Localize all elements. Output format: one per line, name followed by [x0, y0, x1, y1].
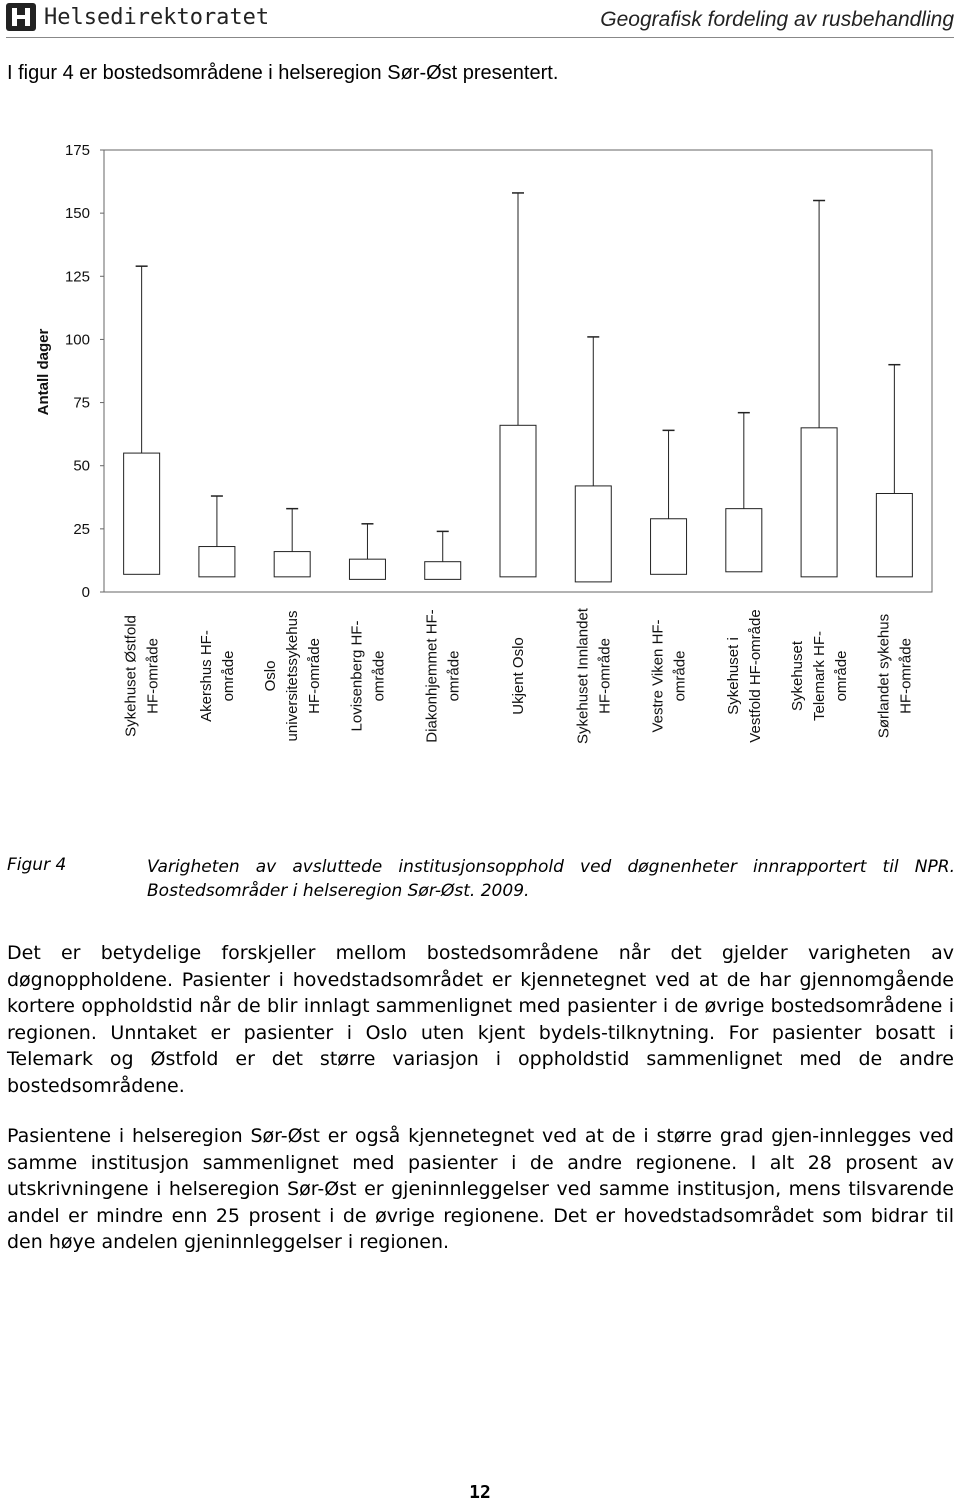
- x-category-label: Sørlandet sykehus HF-område: [875, 613, 915, 739]
- box-7: [575, 337, 611, 582]
- x-category-label: Sykehuset Innlandet HF-område: [574, 608, 614, 744]
- x-category-label: Lovisenberg HF- område: [348, 620, 388, 732]
- boxplot-chart: [0, 130, 960, 780]
- y-axis-label: Antall dager: [35, 328, 52, 416]
- body-paragraph-2: Pasientene i helseregion Sør-Øst er også kjennetegnet ved at de i større grad gjen-innlegges ved samme institusjon sammenlignet med pasienter i de andre regionene. I alt 28 prosent av utskrivningene i helseregion Sør-Øst er gjeninnleggelser ved samme institusjon, mens tilsvarende andel er mindre enn 25 prosent i de øvrige regionene. Det er hovedstadsområdet som bidrar til den høye andelen gjeninnleggelser i regionen.: [7, 1125, 954, 1253]
- y-tick-label: 75: [73, 394, 90, 412]
- y-tick-label: 50: [73, 457, 90, 475]
- logo-text: Helsedirektoratet: [44, 4, 270, 30]
- x-category-label: Sykehuset Østfold HF-område: [122, 615, 162, 737]
- intro-text: I figur 4 er bostedsområdene i helseregion Sør-Øst presentert.: [7, 62, 559, 84]
- x-category-label: Sykehuset i Vestfold HF-område: [724, 609, 764, 743]
- box-body: [575, 486, 611, 582]
- box-5: [425, 531, 461, 579]
- y-tick-label: 125: [64, 268, 90, 286]
- box-10: [801, 201, 837, 577]
- x-category-label: Akershus HF- område: [197, 630, 237, 722]
- y-tick-label: 175: [64, 142, 90, 159]
- header-divider: [6, 37, 954, 38]
- x-category-label: Diakonhjemmet HF- område: [423, 609, 463, 743]
- box-body: [801, 428, 837, 577]
- figure-label: Figur 4: [7, 855, 67, 875]
- box-11: [876, 365, 912, 577]
- box-2: [199, 496, 235, 577]
- x-category-label: Sykehuset Telemark HF- område: [789, 630, 851, 722]
- box-9: [726, 413, 762, 572]
- document-title: Geografisk fordeling av rusbehandling: [600, 8, 954, 31]
- box-body: [726, 509, 762, 572]
- x-category-label: Ukjent Oslo: [510, 637, 527, 715]
- box-body: [425, 562, 461, 580]
- y-tick-label: 100: [64, 331, 90, 349]
- box-6: [500, 193, 536, 577]
- box-3: [274, 509, 310, 577]
- box-body: [199, 547, 235, 577]
- box-body: [876, 493, 912, 576]
- y-tick-label: 0: [81, 584, 90, 601]
- helsedirektoratet-logo-icon: [6, 3, 36, 31]
- y-tick-label: 150: [64, 205, 90, 223]
- box-1: [124, 266, 160, 574]
- y-tick-label: 25: [73, 520, 90, 538]
- x-category-label: Vestre Viken HF- område: [649, 619, 689, 733]
- page-number: 12: [469, 1482, 491, 1503]
- box-body: [349, 559, 385, 579]
- logo: [6, 3, 269, 31]
- box-body: [274, 552, 310, 577]
- figure-caption: Varigheten av avsluttede institusjonsopphold ved døgnenheter innrapportert til NPR. Bostedsområder i helseregion Sør-Øst. 2009.: [147, 857, 955, 901]
- box-body: [651, 519, 687, 575]
- box-8: [651, 430, 687, 574]
- box-body: [124, 453, 160, 574]
- body-paragraph-1: Det er betydelige forskjeller mellom bostedsområdene når det gjelder varigheten av døgnoppholdene. Pasienter i hovedstadsområdet er kjennetegnet ved at de har gjennomgående kortere oppholdstid når de blir innlagt sammenlignet med pasienter i de øvrige bostedsområdene i regionen. Unntaket er pasienter i Oslo uten kjent bydels-tilknytning. For pasienter bosatt i Telemark og Østfold er det større variasjon i oppholdstid sammenlignet med de andre bostedsområdene.: [7, 942, 954, 1097]
- page-header: [0, 0, 960, 40]
- box-4: [349, 524, 385, 580]
- box-body: [500, 425, 536, 577]
- x-category-label: Oslo universitetssykehus HF-område: [262, 610, 324, 742]
